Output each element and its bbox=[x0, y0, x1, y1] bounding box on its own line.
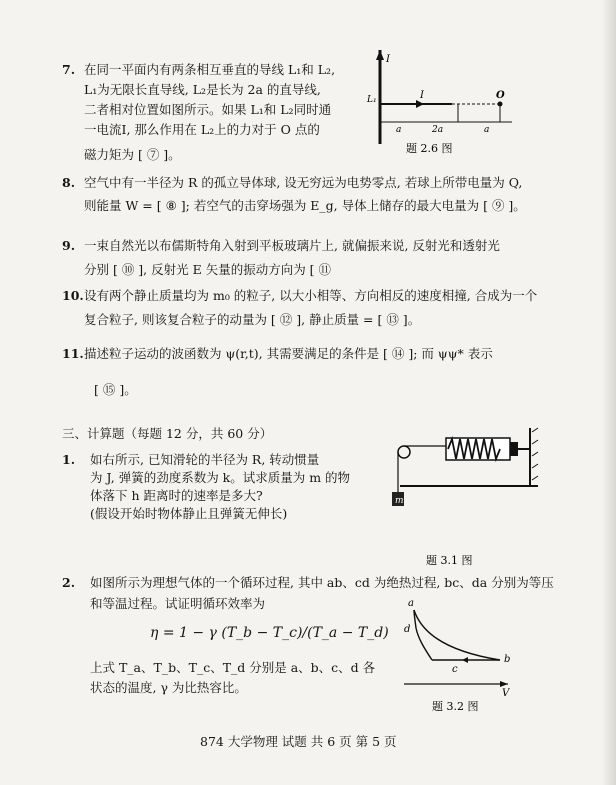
pulley bbox=[398, 446, 410, 458]
label-v: V bbox=[502, 688, 510, 699]
figure-3-1 bbox=[390, 424, 550, 570]
label-i-right: I bbox=[420, 90, 424, 101]
figure-3-2 bbox=[396, 592, 526, 716]
page-edge-shadow bbox=[602, 0, 616, 785]
q10-line2: 复合粒子, 则该复合粒子的动量为 [ ⑫ ], 静止质量 = [ ⑬ ]。 bbox=[84, 312, 421, 327]
label-2a: 2a bbox=[432, 125, 444, 135]
page-footer: 874 大学物理 试题 共 6 页 第 5 页 bbox=[200, 734, 397, 749]
efficiency-formula: η = 1 − γ (T_b − T_c)/(T_a − T_d) bbox=[150, 625, 389, 641]
figure-2-6-caption: 题 2.6 图 bbox=[406, 142, 453, 155]
q7-number: 7. bbox=[62, 62, 76, 77]
q11-line1: 描述粒子运动的波函数为 ψ(r,t), 其需要满足的条件是 [ ⑭ ]; 而 ψψ* 表示 bbox=[84, 346, 493, 361]
calc-q1-line2: 为 J, 弹簧的劲度系数为 k。试求质量为 m 的物 bbox=[90, 470, 351, 485]
q7-line2: L₁为无限长直导线, L₂是长为 2a 的直导线, bbox=[84, 82, 321, 97]
section-3-heading: 三、计算题（每题 12 分，共 60 分） bbox=[62, 426, 273, 441]
label-a2: a bbox=[484, 125, 490, 135]
q11-number: 11. bbox=[62, 346, 84, 361]
calc-q1-number: 1. bbox=[62, 452, 76, 467]
calc-q2-line2: 和等温过程。试证明循环效率为 bbox=[90, 596, 266, 611]
calc-q2-number: 2. bbox=[62, 575, 76, 590]
mass-label: m bbox=[395, 496, 404, 506]
q10-line1: 设有两个静止质量均为 m₀ 的粒子, 以大小相等、方向相反的速度相撞, 合成为一个 bbox=[84, 288, 538, 303]
q11-line2: [ ⑮ ]。 bbox=[94, 382, 137, 397]
calc-q2-line1: 如图所示为理想气体的一个循环过程, 其中 ab、cd 为绝热过程, bc、da 分别为等压 bbox=[90, 575, 554, 590]
q7-line3: 二者相对位置如图所示。如果 L₁和 L₂同时通 bbox=[84, 102, 332, 117]
label-o: O bbox=[496, 90, 505, 101]
q9-line1: 一束自然光以布儒斯特角入射到平板玻璃片上, 就偏振来说, 反射光和透射光 bbox=[84, 238, 500, 253]
label-c: c bbox=[452, 664, 458, 675]
q9-number: 9. bbox=[62, 238, 76, 253]
label-b: b bbox=[504, 654, 511, 665]
calc-q1-line1: 如右所示, 已知滑轮的半径为 R, 转动惯量 bbox=[90, 452, 320, 467]
current-arrow-up-icon bbox=[376, 50, 384, 60]
calc-q1-line4: (假设开始时物体静止且弹簧无伸长) bbox=[90, 506, 288, 521]
current-arrow-right-icon bbox=[416, 100, 424, 108]
q7-line5: 磁力矩为 [ ⑦ ]。 bbox=[84, 147, 181, 162]
q8-number: 8. bbox=[62, 175, 76, 190]
point-o bbox=[498, 102, 503, 107]
q7-line1: 在同一平面内有两条相互垂直的导线 L₁和 L₂, bbox=[84, 62, 336, 77]
label-d: d bbox=[404, 624, 411, 635]
q9-line2: 分别 [ ⑩ ], 反射光 E 矢量的振动方向为 [ ⑪ bbox=[84, 262, 332, 277]
q8-line2: 则能量 W = [ ⑧ ]; 若空气的击穿场强为 E_g, 导体上储存的最大电量为 [ ⑨ ]。 bbox=[84, 198, 526, 213]
figure-3-1-caption: 题 3.1 图 bbox=[426, 554, 473, 567]
label-i-up: I bbox=[386, 54, 390, 65]
calc-q2-line4: 状态的温度, γ 为比热容比。 bbox=[90, 680, 247, 695]
q10-number: 10. bbox=[62, 288, 84, 303]
figure-3-2-caption: 题 3.2 图 bbox=[432, 700, 479, 713]
label-a: a bbox=[408, 598, 414, 609]
label-a1: a bbox=[396, 125, 402, 135]
calc-q2-line3: 上式 T_a、T_b、T_c、T_d 分别是 a、b、c、d 各 bbox=[90, 660, 376, 675]
label-l1: L₁ bbox=[367, 95, 377, 105]
calc-q1-line3: 体落下 h 距离时的速率是多大? bbox=[90, 488, 263, 503]
q7-line4: 一电流I, 那么作用在 L₂上的力对于 O 点的 bbox=[84, 122, 320, 137]
figure-2-6 bbox=[362, 46, 522, 158]
q8-line1: 空气中有一半径为 R 的孤立导体球, 设无穷远为电势零点, 若球上所带电量为 Q, bbox=[84, 175, 523, 190]
